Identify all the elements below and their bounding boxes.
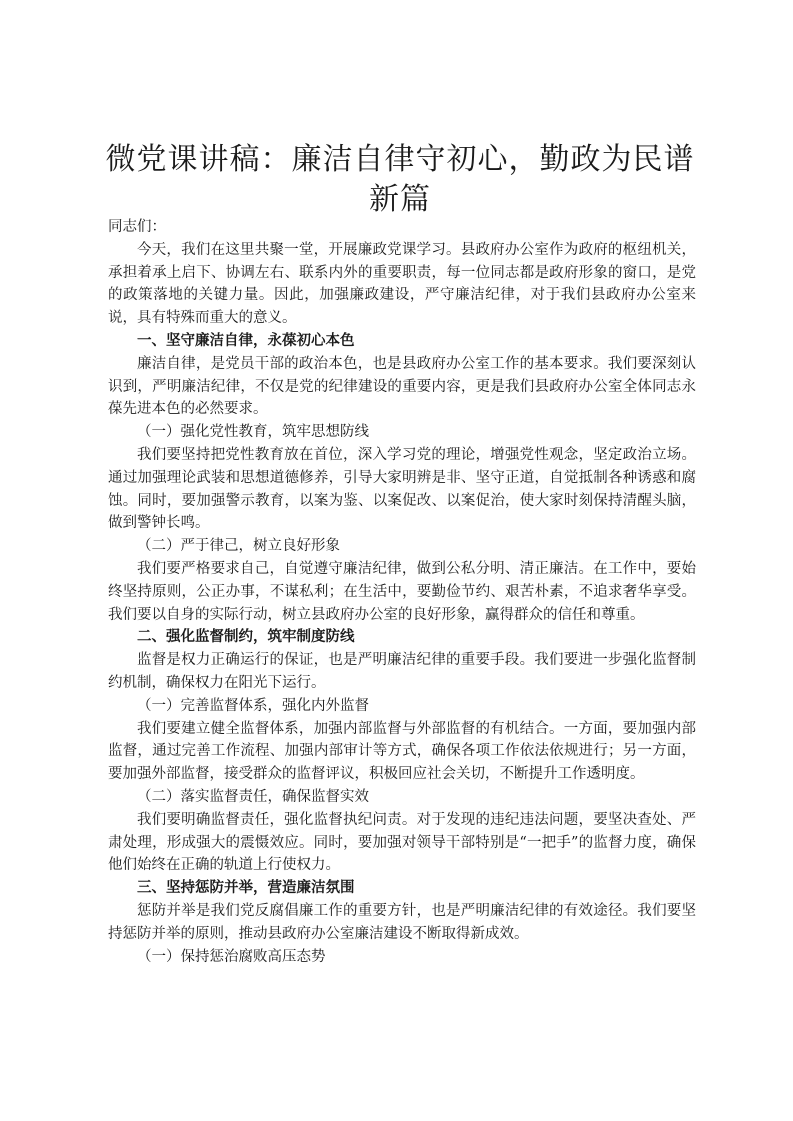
section-heading: 一、坚守廉洁自律，永葆初心本色 (137, 331, 355, 349)
greeting: 同志们： (108, 219, 166, 235)
subsection-heading: （一）保持惩治腐败高压态势 (137, 948, 326, 965)
section-heading: 三、坚持惩防并举，营造廉洁氛围 (137, 879, 355, 897)
document-title: 微党课讲稿：廉洁自律守初心，勤政为民谱新篇 (105, 142, 695, 217)
paragraph: 我们要坚持把党性教育放在首位，深入学习党的理论，增强党性观念，坚定政治立场。通过加强理论武装和思想道德修养，引导大家明辨是非、坚守正道，自觉抵制各种诱惑和腐蚀。同时，要加强警示教育，以案为鉴、以案促改、以案促治，使大家时刻保持清醒头脑，做到警钟长鸣。 (108, 446, 696, 532)
subsection-heading: （一）强化党性教育，筑牢思想防线 (137, 424, 369, 441)
paragraph: 我们要建立健全监督体系，加强内部监督与外部监督的有机结合。一方面，要加强内部监督，通过完善工作流程、加强内部审计等方式，确保各项工作依法依规进行；另一方面，要加强外部监督，接受群众的监督评议，积极回应社会关切，不断提升工作透明度。 (108, 720, 696, 783)
paragraph: 我们要明确监督责任，强化监督执纪问责。对于发现的违纪违法问题，要坚决查处、严肃处理，形成强大的震慑效应。同时，要加强对领导干部特别是“一把手”的监督力度，确保他们始终在正确的轨道上行使权力。 (108, 811, 696, 874)
paragraph: 我们要严格要求自己，自觉遵守廉洁纪律，做到公私分明、清正廉洁。在工作中，要始终坚持原则，公正办事，不谋私利；在生活中，要勤俭节约、艰苦朴素，不追求奢华享受。我们要以自身的实际行动，树立县政府办公室的良好形象，赢得群众的信任和尊重。 (108, 560, 696, 623)
paragraph: 廉洁自律，是党员干部的政治本色，也是县政府办公室工作的基本要求。我们要深刻认识到，严明廉洁纪律，不仅是党的纪律建设的重要内容，更是我们县政府办公室全体同志永葆先进本色的必然要求。 (108, 355, 696, 418)
document-body (108, 216, 696, 968)
paragraph: 惩防并举是我们党反腐倡廉工作的重要方针，也是严明廉洁纪律的有效途径。我们要坚持惩防并举的原则，推动县政府办公室廉洁建设不断取得新成效。 (108, 902, 696, 942)
subsection-heading: （一）完善监督体系，强化内外监督 (137, 697, 369, 714)
paragraph: 今天，我们在这里共聚一堂，开展廉政党课学习。县政府办公室作为政府的枢纽机关，承担着承上启下、协调左右、联系内外的重要职责，每一位同志都是政府形象的窗口，是党的政策落地的关键力量。因此，加强廉政建设，严守廉洁纪律，对于我们县政府办公室来说，具有特殊而重大的意义。 (108, 241, 696, 327)
subsection-heading: （二）严于律己，树立良好形象 (137, 538, 340, 555)
paragraph-list (108, 239, 696, 969)
section-heading: 二、强化监督制约，筑牢制度防线 (137, 628, 355, 646)
subsection-heading: （二）落实监督责任，确保监督实效 (137, 788, 369, 805)
paragraph: 监督是权力正确运行的保证，也是严明廉洁纪律的重要手段。我们要进一步强化监督制约机制，确保权力在阳光下运行。 (108, 652, 696, 691)
